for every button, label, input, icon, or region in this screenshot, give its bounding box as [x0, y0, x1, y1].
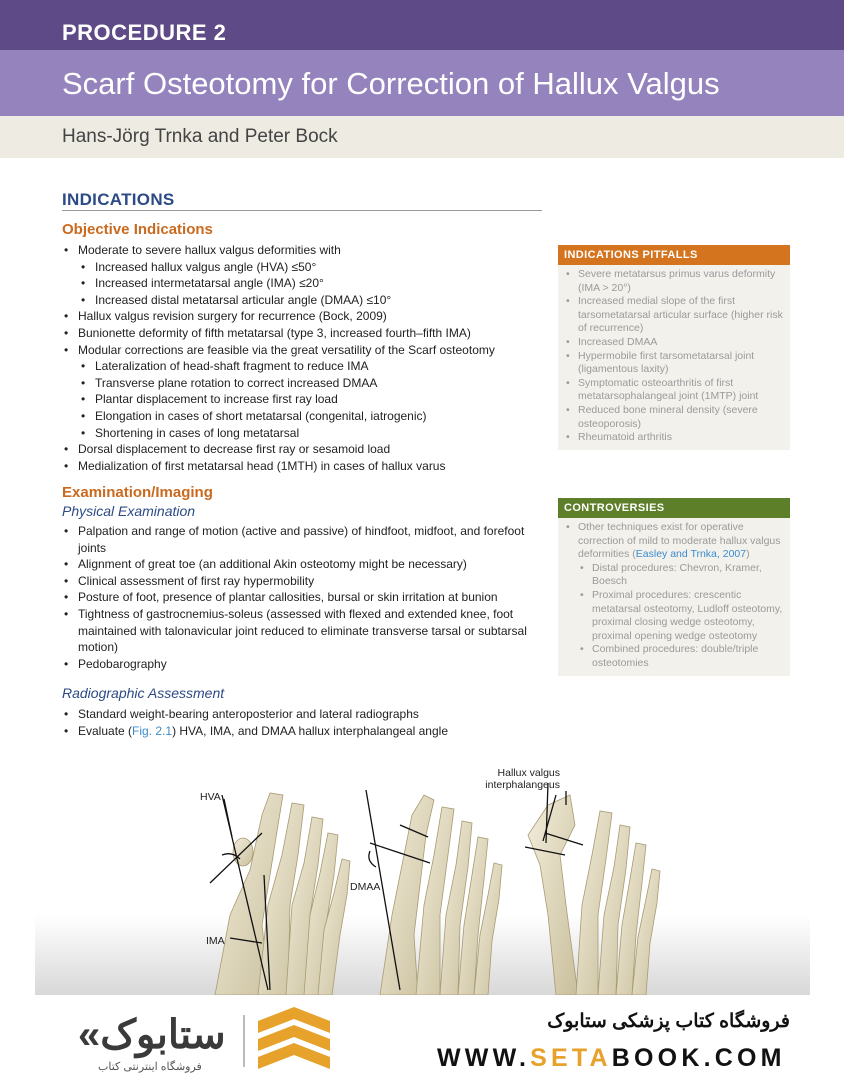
list-item: • Transverse plane rotation to correct increased DMAA	[62, 375, 544, 392]
bookstore-logo-subtitle: فروشگاه اینترنتی کتاب	[98, 1061, 202, 1073]
list-item: • Shortening in cases of long metatarsal	[62, 425, 544, 442]
ima-label: IMA	[206, 935, 225, 947]
bookstore-persian-title: فروشگاه کتاب پزشکی ستابوک	[547, 1011, 790, 1032]
list-item: • Severe metatarsus primus varus deformity (IMA > 20°)	[564, 268, 784, 295]
citation-link[interactable]: Easley and Trnka, 2007	[635, 548, 747, 561]
list-item: • Other techniques exist for operative correction of mild to moderate hallux valgus deformities (Easley and Trnka, 2007)	[564, 521, 784, 562]
hallux-valgus-interphalangeus-label: Hallux valgus interphalangeus	[485, 767, 560, 791]
radiographic-assessment-heading: Radiographic Assessment	[62, 685, 225, 701]
physical-examination-heading: Physical Examination	[62, 503, 196, 519]
list-item: • Increased hallux valgus angle (HVA) ≤50°	[62, 259, 544, 276]
list-item: • Standard weight-bearing anteroposterior and lateral radiographs	[62, 706, 544, 723]
figure-reference-link[interactable]: Fig. 2.1	[132, 723, 173, 738]
list-item: • Modular corrections are feasible via the great versatility of the Scarf osteotomy	[62, 342, 544, 359]
list-item: • Reduced bone mineral density (severe osteoporosis)	[564, 404, 784, 431]
list-item: • Posture of foot, presence of plantar callosities, bursal or skin irritation at bunion	[62, 589, 544, 606]
chapter-title: Scarf Osteotomy for Correction of Hallux Valgus	[62, 66, 720, 101]
controversies-list	[558, 518, 790, 676]
list-item: • Dorsal displacement to decrease first ray or sesamoid load	[62, 441, 544, 458]
list-item: • Alignment of great toe (an additional Akin osteotomy might be necessary)	[62, 556, 544, 573]
bookstore-logo: «ستابوک	[78, 1013, 226, 1057]
list-item: • Pedobarography	[62, 656, 544, 673]
list-item: • Increased DMAA	[564, 336, 784, 350]
radiographic-assessment-list	[62, 706, 544, 739]
authors: Hans-Jörg Trnka and Peter Bock	[62, 126, 338, 147]
list-item: • Plantar displacement to increase first ray load	[62, 391, 544, 408]
list-item: • Distal procedures: Chevron, Kramer, Boesch	[564, 562, 784, 589]
indications-pitfalls-heading: INDICATIONS PITFALLS	[558, 245, 790, 265]
pitfalls-list	[558, 265, 790, 450]
procedure-number: PROCEDURE 2	[62, 20, 227, 45]
objective-indications-heading: Objective Indications	[62, 221, 213, 238]
hva-label: HVA	[200, 791, 221, 803]
list-item: • Proximal procedures: crescentic metatarsal osteotomy, Ludloff osteotomy, proximal closing wedge osteotomy, proximal opening wedge osteotomy	[564, 589, 784, 643]
list-item: • Palpation and range of motion (active and passive) of hindfoot, midfoot, and forefoot joints	[62, 523, 544, 556]
list-item: • Rheumatoid arthritis	[564, 431, 784, 445]
controversies-heading: CONTROVERSIES	[558, 498, 790, 518]
section-rule	[62, 210, 542, 211]
list-item: • Tightness of gastrocnemius-soleus (assessed with flexed and extended knee, foot maintained with talonavicular joint reduced to eliminate transverse tarsal or subtarsal motion)	[62, 606, 544, 656]
foot-radiograph-figure	[0, 755, 844, 995]
list-item: • Increased medial slope of the first tarsometatarsal articular surface (higher risk of recurrence)	[564, 295, 784, 336]
foot-skeleton-illustration	[0, 755, 844, 995]
list-item: • Bunionette deformity of fifth metatarsal (type 3, increased fourth–fifth IMA)	[62, 325, 544, 342]
examination-imaging-heading: Examination/Imaging	[62, 484, 213, 501]
physical-examination-list	[62, 523, 544, 672]
objective-indications-list	[62, 242, 544, 474]
list-item: • Lateralization of head-shaft fragment to reduce IMA	[62, 358, 544, 375]
bookstore-url[interactable]: WWW.SETABOOK.COM	[437, 1044, 786, 1072]
controversies-box	[558, 498, 790, 676]
indications-pitfalls-box	[558, 245, 790, 450]
list-item: • Medialization of first metatarsal head (1MTH) in cases of hallux varus	[62, 458, 544, 475]
list-item: • Elongation in cases of short metatarsal (congenital, iatrogenic)	[62, 408, 544, 425]
list-item: • Increased intermetatarsal angle (IMA) ≤20°	[62, 275, 544, 292]
list-item: • Clinical assessment of first ray hypermobility	[62, 573, 544, 590]
section-heading-indications: INDICATIONS	[62, 190, 175, 209]
list-item: • Increased distal metatarsal articular angle (DMAA) ≤10°	[62, 292, 544, 309]
list-item: • Evaluate (Fig. 2.1) HVA, IMA, and DMAA hallux interphalangeal angle	[62, 723, 544, 740]
list-item: • Moderate to severe hallux valgus deformities with	[62, 242, 544, 259]
list-item: • Hallux valgus revision surgery for recurrence (Bock, 2009)	[62, 308, 544, 325]
list-item: • Combined procedures: double/triple osteotomies	[564, 643, 784, 670]
dmaa-label: DMAA	[350, 881, 381, 893]
list-item: • Hypermobile first tarsometatarsal joint (ligamentous laxity)	[564, 350, 784, 377]
list-item: • Symptomatic osteoarthritis of first metatarsophalangeal joint (1MTP) joint	[564, 377, 784, 404]
foot-skeleton-1	[215, 793, 350, 995]
